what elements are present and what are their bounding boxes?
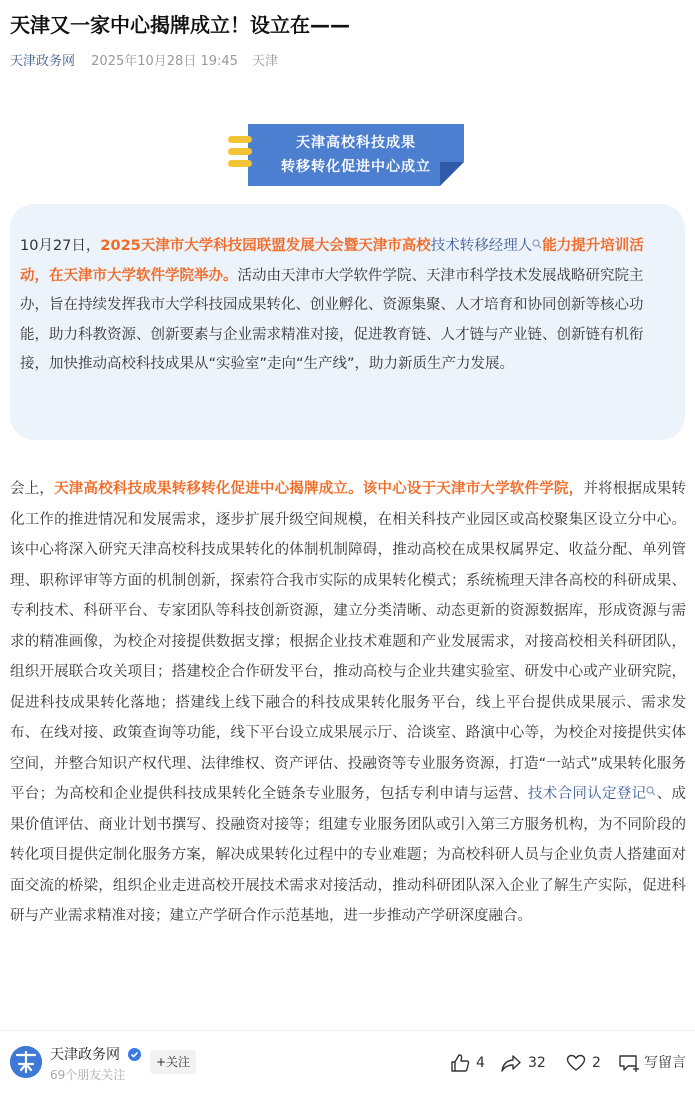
intro-paragraph [20, 232, 664, 380]
publish-date: 2025年10月28日 19:45 [91, 54, 238, 69]
like-icon [450, 1053, 470, 1073]
heart-icon [566, 1053, 586, 1073]
favorite-count: 2 [592, 1055, 601, 1071]
account-name[interactable]: 天津政务网 [50, 1047, 120, 1063]
footer-divider [0, 1030, 695, 1031]
followers-count: 69个朋友关注 [50, 1068, 126, 1082]
section-banner [228, 124, 464, 186]
source-link[interactable]: 天津政务网 [10, 54, 76, 69]
share-icon [500, 1053, 522, 1073]
article-meta [10, 52, 278, 72]
search-icon [532, 241, 542, 252]
body-part-1: 并将根据成果转化工作的推进情况和发展需求，逐步扩展升级空间规模，在相关科技产业园区或高校聚集区设立分中心。该中心将深入研究天津高校科技成果转化的体制机制障碍，推动高校在成果权属界定、收益分配、单列管理、职称评审等方面的机制创新，探索符合我市实际的成果转化模式；系统梳理天津各高校的科研成果、专利技术、科研平台、专家团队等科技创新资源，建立分类清晰、动态更新的资源数据库，形成资源与需求的精准画像，为校企对接提供数据支撑；根据企业技术难题和产业发展需求，对接高校相关科研团队，组织开展联合攻关项目；搭建校企合作研发平台，推动高校与企业共建实验室、研发中心或产业研究院，促进科技成果转化落地；搭建线上线下融合的科技成果转化服务平台，线上平台提供成果展示、需求发布、在线对接、政策查询等功能，线下平台设立成果展示厅、洽谈室、路演中心等，为校企对接提供实体空间，并整合知识产权代理、法律维权、资产评估、投融资等专业服务资源，打造“一站式”成果转化服务平台；为高校和企业提供科技成果转化全链条专业服务，包括专利申请与运营、 [10, 481, 687, 802]
keyword-link-contract-registration[interactable] [528, 786, 656, 802]
article-title: 天津又一家中心揭牌成立！设立在—— [10, 13, 350, 37]
body-highlight: 天津高校科技成果转移转化促进中心揭牌成立。该中心设于天津市大学软件学院， [54, 481, 584, 497]
share-count: 32 [528, 1055, 546, 1071]
intro-highlight-a: 2025天津市大学科技园联盟发展大会暨天津市高校 [100, 238, 431, 254]
avatar-logo-icon [10, 1046, 42, 1078]
publish-location: 天津 [252, 54, 279, 69]
keyword-label: 技术转移经理人 [430, 238, 533, 254]
keyword-link-transfer-manager[interactable] [431, 238, 543, 254]
banner-line-1: 天津高校科技成果 [296, 135, 416, 151]
keyword-label: 技术合同认定登记 [528, 786, 647, 802]
follow-button[interactable]: +关注 [150, 1050, 196, 1074]
intro-highlight-b: 能力提升培训活动，在天津市大学软件学院举办。 [20, 238, 644, 284]
body-prefix: 会上， [10, 481, 55, 497]
verified-icon [128, 1048, 141, 1061]
body-part-2: 、成果价值评估、商业计划书撰写、投融资对接等；组建专业服务团队或引入第三方服务机构，为不同阶段的转化项目提供定制化服务方案，解决成果转化过程中的专业难题；为高校科研人员与企业负责人搭建面对面交流的桥梁，组织企业走进高校开展技术需求对接活动，推动科研团队深入企业了解生产实际，促进科研与产业需求精准对接；建立产学研合作示范基地，进一步推动产学研深度融合。 [10, 786, 687, 924]
favorite-button[interactable] [566, 1050, 606, 1076]
like-button[interactable] [450, 1050, 490, 1076]
comment-button[interactable] [618, 1050, 694, 1076]
comment-label: 写留言 [644, 1055, 686, 1071]
search-icon [646, 788, 656, 799]
intro-date: 10月27日， [20, 238, 101, 254]
body-paragraph [10, 474, 686, 932]
intro-rest: 活动由天津市大学软件学院、天津市科学技术发展战略研究院主办，旨在持续发挥我市大学科技园成果转化、创业孵化、资源集聚、人才培育和协同创新等核心功能，助力科教资源、创新要素与企业需求精准对接，促进教育链、人才链与产业链、创新链有机衔接，加快推动高校科技成果从“实验室”走向“生产线”，助力新质生产力发展。 [20, 267, 644, 372]
banner-line-2: 转移转化促进中心成立 [281, 159, 431, 175]
account-avatar[interactable] [10, 1046, 42, 1078]
like-count: 4 [476, 1055, 485, 1071]
comment-icon [618, 1053, 640, 1073]
share-button[interactable] [500, 1050, 550, 1076]
